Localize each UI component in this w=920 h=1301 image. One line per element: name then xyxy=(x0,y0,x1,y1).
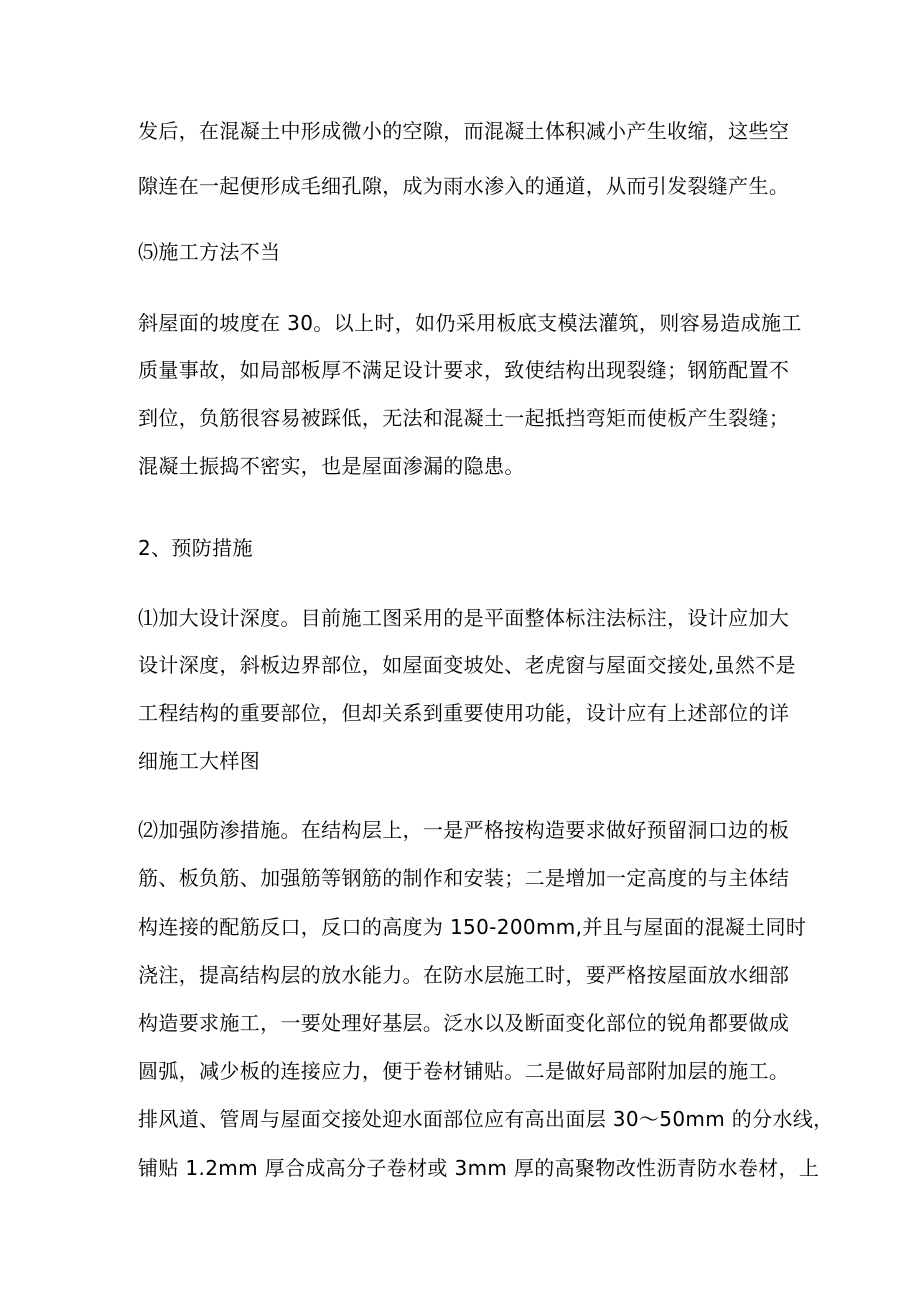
text-line: ⑴加大设计深度。目前施工图采用的是平面整体标注法标注，设计应加大 xyxy=(138,606,790,630)
text-line: 工程结构的重要部位，但却关系到重要使用功能，设计应有上述部位的详 xyxy=(138,701,790,725)
section-heading: ⑸施工方法不当 xyxy=(138,240,281,264)
text-line: 发后，在混凝土中形成微小的空隙，而混凝土体积减小产生收缩，这些空 xyxy=(138,119,790,143)
text-line: 质量事故，如局部板厚不满足设计要求，致使结构出现裂缝；钢筋配置不 xyxy=(138,358,790,382)
text-line: 排风道、管周与屋面交接处迎水面部位应有高出面层 30～50mm 的分水线， xyxy=(138,1107,834,1131)
section-heading: 2、预防措施 xyxy=(138,536,253,560)
text-line: 设计深度，斜板边界部位，如屋面变坡处、老虎窗与屋面交接处,虽然不是 xyxy=(138,653,796,677)
text-line: 到位，负筋很容易被踩低，无法和混凝土一起抵挡弯矩而使板产生裂缝； xyxy=(138,406,790,430)
text-line: 筋、板负筋、加强筋等钢筋的制作和安装；二是增加一定高度的与主体结 xyxy=(138,866,790,890)
text-line: 铺贴 1.2mm 厚合成高分子卷材或 3mm 厚的高聚物改性沥青防水卷材，上 xyxy=(138,1156,820,1180)
text-line: 浇注，提高结构层的放水能力。在防水层施工时，要严格按屋面放水细部 xyxy=(138,963,790,987)
text-line: 斜屋面的坡度在 30。以上时，如仍采用板底支模法灌筑，则容易造成施工 xyxy=(138,311,802,335)
text-line: 混凝土振捣不密实，也是屋面渗漏的隐患。 xyxy=(138,454,525,478)
text-line: 圆弧，减少板的连接应力，便于卷材铺贴。二是做好局部附加层的施工。 xyxy=(138,1059,790,1083)
text-line: 隙连在一起便形成毛细孔隙，成为雨水渗入的通道，从而引发裂缝产生。 xyxy=(138,174,790,198)
text-line: 构连接的配筋反口，反口的高度为 150-200mm,并且与屋面的混凝土同时 xyxy=(138,915,807,939)
text-line: 细施工大样图 xyxy=(138,749,261,773)
text-line: 构造要求施工，一要处理好基层。泛水以及断面变化部位的锐角都要做成 xyxy=(138,1011,790,1035)
text-line: ⑵加强防渗措施。在结构层上，一是严格按构造要求做好预留洞口边的板 xyxy=(138,818,790,842)
